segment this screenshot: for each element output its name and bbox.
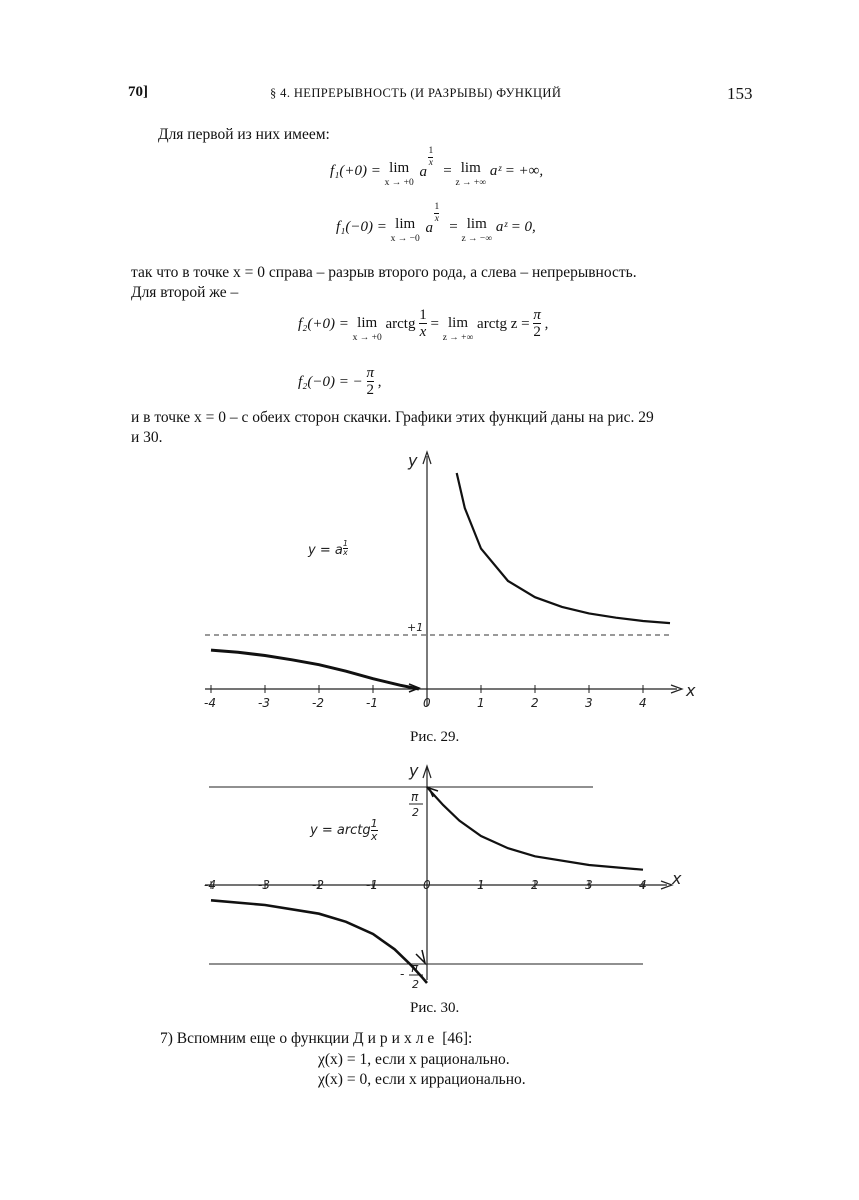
lim-sub: x → +0 xyxy=(352,333,382,343)
f1-plus-lim2 xyxy=(455,160,486,189)
lim-word: lim xyxy=(460,160,481,176)
y-tick-plus-one: +1 xyxy=(407,621,424,634)
paragraph-3-intro: 7) Вспомним еще о функции xyxy=(160,1030,354,1047)
f2-minus-lhs: f₂(−0) = − xyxy=(298,374,363,390)
power-base: a xyxy=(419,164,427,180)
lim-word: lim xyxy=(357,315,378,331)
x-tick-label: -3 xyxy=(258,878,270,892)
dirichlet-line-2: χ(x) = 0, если x иррационально. xyxy=(318,1071,526,1088)
f2-plus-lim1 xyxy=(353,315,382,344)
f1-plus-power xyxy=(417,148,439,194)
curve-right-branch xyxy=(457,473,670,623)
label-lhs: y = arctg xyxy=(310,823,371,838)
intro-line: Для первой из них имеем: xyxy=(158,126,330,143)
x-axis-label: x xyxy=(686,681,696,700)
dirichlet-line-1: χ(x) = 1, если x рационально. xyxy=(318,1051,510,1068)
exp-den: x xyxy=(434,214,439,224)
x-axis-label: x xyxy=(672,869,682,888)
formula-f1-minus xyxy=(336,204,536,250)
dirichlet-name: Дирихле xyxy=(353,1030,439,1047)
header-left-ref: 70] xyxy=(128,84,148,100)
pi-num: π xyxy=(533,307,541,323)
y-axis-label: y xyxy=(409,761,419,780)
x-tick-label: -2 xyxy=(312,696,324,710)
lim-word: lim xyxy=(447,315,468,331)
f1-plus-lim1 xyxy=(385,160,414,189)
f1-minus-rhs: aᶻ = 0, xyxy=(495,219,536,235)
label-exp xyxy=(343,540,348,557)
lim-word: lim xyxy=(389,160,410,176)
pi-num: π xyxy=(366,365,375,381)
y-axis-label: y xyxy=(408,451,418,470)
pi-den: 2 xyxy=(366,382,374,398)
page-running-title: § 4. НЕПРЕРЫВНОСТЬ (И РАЗРЫВЫ) ФУНКЦИЙ xyxy=(270,86,562,100)
x-tick-label: 4 xyxy=(639,696,647,710)
f2-plus-lim2 xyxy=(443,315,474,344)
x-tick-label: 1 xyxy=(477,696,485,710)
page-number: 153 xyxy=(727,84,753,103)
f1-minus-lhs: f₁(−0) = xyxy=(336,219,387,235)
label-frac-num: 1 xyxy=(370,817,378,830)
lim-sub: z → +∞ xyxy=(442,333,474,343)
figure-29 xyxy=(195,448,705,720)
label-frac xyxy=(371,818,378,843)
x-tick-label: -4 xyxy=(204,696,216,710)
x-tick-label: -3 xyxy=(258,696,270,710)
power-exp xyxy=(434,202,439,225)
paragraph-3 xyxy=(160,1029,472,1049)
fig30-function-label xyxy=(310,818,378,843)
x-tick-label: 3 xyxy=(585,696,593,710)
f1-minus-power xyxy=(423,204,445,250)
label-lhs: y = a xyxy=(308,543,343,558)
paragraph-2-line-1: и в точке x = 0 – с обеих сторон скачки. Графики этих функций даны на рис. 29 xyxy=(131,409,654,426)
curve-left-branch xyxy=(211,900,427,983)
power-exp xyxy=(428,146,433,169)
frac-den: x xyxy=(419,324,427,340)
x-tick-label: -1 xyxy=(366,696,378,710)
pi-half-fraction xyxy=(367,365,375,399)
tick-pi: π xyxy=(411,961,419,975)
x-tick-label: 2 xyxy=(531,696,539,710)
exp-den: x xyxy=(428,158,433,168)
lim-word: lim xyxy=(395,216,416,232)
formula-f2-minus xyxy=(298,362,382,402)
paragraph-1-line-1: так что в точке x = 0 справа – разрыв второго рода, а слева – непрерывность. xyxy=(131,264,637,281)
figure-30 xyxy=(195,760,705,1000)
arctg-word: arctg xyxy=(385,316,416,332)
curve-right-branch xyxy=(427,787,643,870)
x-tick-label: -1 xyxy=(366,878,378,892)
f1-minus-lim2 xyxy=(461,216,492,245)
f2-plus-rhs: arctg z = xyxy=(477,316,530,332)
formula-f2-plus xyxy=(298,304,548,344)
lim-sub: x → −0 xyxy=(390,234,420,244)
x-tick-label: 3 xyxy=(585,878,593,892)
x-tick-label: -2 xyxy=(312,878,324,892)
label-exp-num: 1 xyxy=(342,539,348,548)
x-tick-label: -4 xyxy=(204,878,216,892)
x-tick-label: 4 xyxy=(639,878,647,892)
tick-two: 2 xyxy=(412,978,419,991)
f1-plus-lhs: f₁(+0) = xyxy=(330,163,381,179)
frac-num: 1 xyxy=(419,307,427,323)
fig29-function-label xyxy=(308,539,348,558)
eq: = xyxy=(443,163,452,179)
x-tick-label: 0 xyxy=(423,696,431,710)
lim-sub: z → +∞ xyxy=(455,178,487,188)
tail-comma: , xyxy=(544,316,549,332)
lim-word: lim xyxy=(466,216,487,232)
f1-plus-rhs: aᶻ = +∞, xyxy=(489,163,544,179)
pi-den: 2 xyxy=(533,324,541,340)
label-exp-den: x xyxy=(343,548,348,557)
lim-sub: z → −∞ xyxy=(461,234,493,244)
f2-plus-fraction xyxy=(419,307,427,341)
pi-half-fraction xyxy=(533,307,541,341)
x-tick-label: 0 xyxy=(423,878,431,892)
f1-minus-lim1 xyxy=(391,216,420,245)
x-tick-label: 2 xyxy=(531,878,539,892)
lim-sub: x → +0 xyxy=(384,178,414,188)
eq: = xyxy=(430,316,439,332)
caption-fig-30: Рис. 30. xyxy=(410,1000,460,1016)
y-tick-pi-half xyxy=(409,790,423,819)
tick-minus: - xyxy=(400,967,405,981)
exp-num: 1 xyxy=(428,146,434,156)
power-base: a xyxy=(425,220,433,236)
f2-plus-lhs: f₂(+0) = xyxy=(298,316,349,332)
tick-two: 2 xyxy=(412,806,419,819)
curve-left-branch xyxy=(211,650,419,689)
formula-f1-plus xyxy=(330,148,543,194)
tick-pi: π xyxy=(411,790,419,804)
x-tick-label: 1 xyxy=(477,878,485,892)
paragraph-1-line-2: Для второй же – xyxy=(131,284,239,301)
label-frac-den: x xyxy=(370,830,378,843)
eq: = xyxy=(449,219,458,235)
exp-num: 1 xyxy=(434,202,440,212)
tail-comma: , xyxy=(377,374,382,390)
caption-fig-29: Рис. 29. xyxy=(410,729,460,745)
paragraph-2-line-2: и 30. xyxy=(131,429,163,446)
paragraph-3-ref: [46]: xyxy=(438,1030,473,1047)
